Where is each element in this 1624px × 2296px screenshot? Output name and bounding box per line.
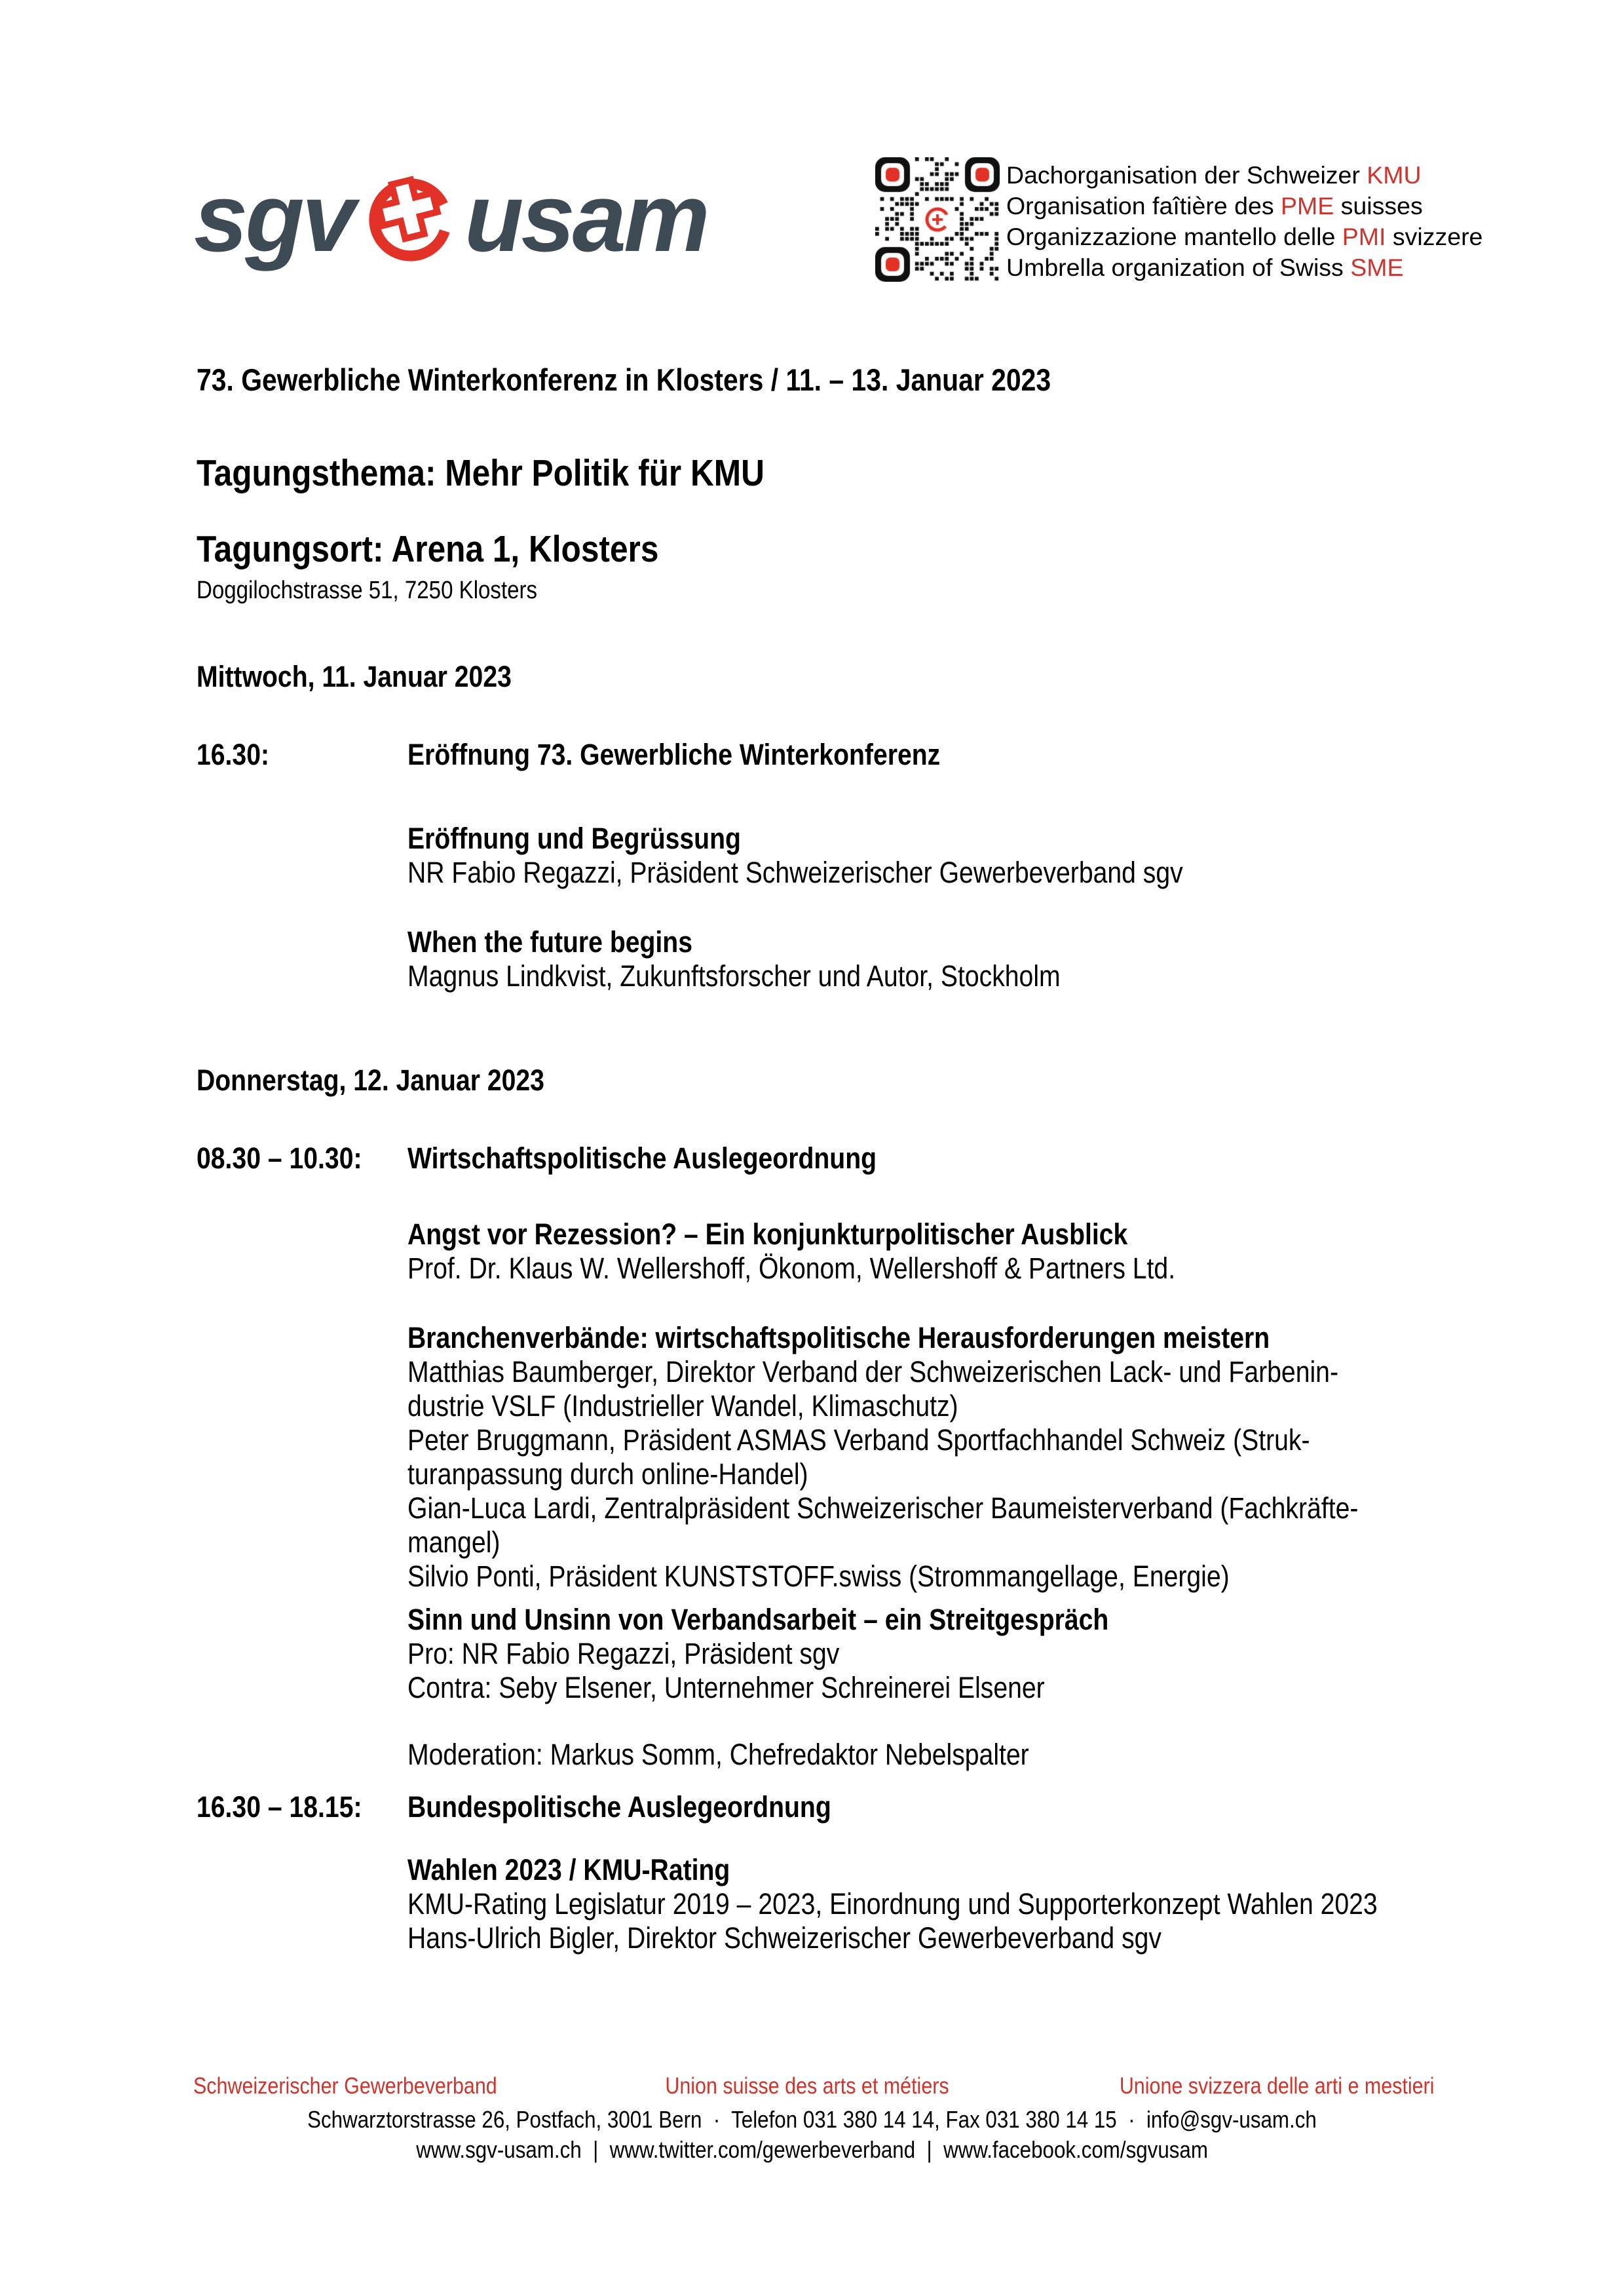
org-line-en bbox=[1006, 252, 1482, 283]
speaker-line: Prof. Dr. Klaus W. Wellershoff, Ökonom, Wellershoff & Partners Ltd. bbox=[407, 1252, 1176, 1285]
agenda-item bbox=[407, 1603, 1213, 1705]
agenda-item-title: Eröffnung und Begrüssung bbox=[407, 822, 741, 855]
agenda-item-title: Angst vor Rezession? – Ein konjunkturpolitischer Ausblick bbox=[407, 1217, 1128, 1251]
org-line-text: Dachorganisation der Schweizer bbox=[1006, 161, 1367, 189]
speaker-line: Gian-Luca Lardi, Zentralpräsident Schweizerischer Baumeisterverband (Fachkräfte- bbox=[407, 1491, 1359, 1525]
speaker-line: KMU-Rating Legislatur 2019 – 2023, Einordnung und Supporterkonzept Wahlen 2023 bbox=[407, 1887, 1378, 1921]
day1-session-row bbox=[197, 738, 1507, 772]
footer-address: Schwarztorstrasse 26, Postfach, 3001 Bern · Telefon 031 380 14 14, Fax 031 380 14 15 · info@sgv-usam.ch bbox=[307, 2106, 1317, 2133]
org-line-de bbox=[1006, 160, 1482, 191]
speaker-line: Silvio Ponti, Präsident KUNSTSTOFF.swiss (Strommangellage, Energie) bbox=[407, 1559, 1230, 1593]
day2-session2-row bbox=[197, 1790, 1507, 1824]
agenda-item-title: Sinn und Unsinn von Verbandsarbeit – ein Streitgespräch bbox=[407, 1603, 1109, 1636]
speaker-line: Peter Bruggmann, Präsident ASMAS Verband Sportfachhandel Schweiz (Struk- bbox=[407, 1423, 1310, 1457]
swiss-cross-emblem-icon bbox=[360, 169, 458, 267]
qr-code bbox=[875, 157, 1000, 282]
org-line-it: Organizzazione mantello delle PMI svizzere bbox=[1006, 223, 1483, 250]
agenda-item-title: When the future begins bbox=[407, 925, 692, 959]
footer-web-links: www.sgv-usam.ch | www.twitter.com/gewerbeverband | www.facebook.com/sgvusam bbox=[416, 2136, 1208, 2163]
org-line-fr: Organisation faîtière des PME suisses bbox=[1006, 192, 1423, 220]
org-line-accent: PME bbox=[1280, 192, 1334, 220]
speaker-line: NR Fabio Regazzi, Präsident Schweizerischer Gewerbeverband sgv bbox=[407, 856, 1183, 889]
day2-heading: Donnerstag, 12. Januar 2023 bbox=[197, 1063, 544, 1097]
session-title: Bundespolitische Auslegeordnung bbox=[407, 1790, 831, 1824]
speaker-line: mangel) bbox=[407, 1525, 500, 1559]
conference-venue: Tagungsort: Arena 1, Klosters bbox=[197, 528, 659, 570]
day2-session1-row bbox=[197, 1141, 1507, 1176]
agenda-item bbox=[407, 822, 1299, 890]
document-title: 73. Gewerbliche Winterkonferenz in Klosters / 11. – 13. Januar 2023 bbox=[197, 362, 1051, 397]
logo-text-usam: usam bbox=[464, 164, 708, 272]
debate-pro-line: Pro: NR Fabio Regazzi, Präsident sgv bbox=[407, 1637, 840, 1670]
agenda-item bbox=[407, 1321, 1500, 1594]
session-time: 16.30: bbox=[197, 738, 270, 771]
debate-contra-line: Contra: Seby Elsener, Unternehmer Schreinerei Elsener bbox=[407, 1671, 1045, 1704]
org-line-text: Organisation faîtière des bbox=[1006, 192, 1281, 220]
session-title: Wirtschaftspolitische Auslegeordnung bbox=[407, 1141, 877, 1175]
org-line-accent: PMI bbox=[1342, 223, 1386, 250]
org-line-accent: KMU bbox=[1367, 161, 1422, 189]
footer-org-it: Unione svizzera delle arti e mestieri bbox=[1119, 2073, 1434, 2099]
footer-org-de: Schweizerischer Gewerbeverband bbox=[193, 2073, 497, 2099]
conference-theme: Tagungsthema: Mehr Politik für KMU bbox=[197, 452, 765, 494]
agenda-item bbox=[407, 925, 1158, 993]
session-title: Eröffnung 73. Gewerbliche Winterkonferenz bbox=[407, 738, 941, 771]
agenda-item-title: Branchenverbände: wirtschaftspolitische Herausforderungen meistern bbox=[407, 1321, 1270, 1354]
speaker-line: Matthias Baumberger, Direktor Verband der Schweizerischen Lack- und Farbenin- bbox=[407, 1355, 1338, 1388]
org-descriptions bbox=[1006, 160, 1482, 283]
moderation-line: Moderation: Markus Somm, Chefredaktor Nebelspalter bbox=[407, 1738, 1029, 1771]
day1-heading: Mittwoch, 11. Januar 2023 bbox=[197, 660, 512, 693]
speaker-line: turanpassung durch online-Handel) bbox=[407, 1457, 808, 1491]
footer-organisations bbox=[193, 2073, 1434, 2099]
org-line-accent: SME bbox=[1350, 254, 1404, 281]
agenda-item bbox=[407, 1853, 1522, 1955]
venue-address: Doggilochstrasse 51, 7250 Klosters bbox=[197, 577, 538, 604]
footer-org-fr: Union suisse des arts et métiers bbox=[665, 2073, 949, 2099]
org-line-text: Umbrella organization of Swiss bbox=[1006, 254, 1351, 281]
session-time: 16.30 – 18.15: bbox=[197, 1790, 362, 1824]
speaker-line: dustrie VSLF (Industrieller Wandel, Klimaschutz) bbox=[407, 1389, 958, 1423]
org-line-text: Organizzazione mantello delle bbox=[1006, 223, 1342, 250]
session-time: 08.30 – 10.30: bbox=[197, 1141, 362, 1175]
sgv-usam-logo bbox=[194, 163, 708, 274]
agenda-item-title: Wahlen 2023 / KMU-Rating bbox=[407, 1853, 730, 1886]
logo-text-sgv: sgv bbox=[194, 164, 354, 272]
speaker-line: Hans-Ulrich Bigler, Direktor Schweizerischer Gewerbeverband sgv bbox=[407, 1921, 1162, 1955]
speaker-line: Magnus Lindkvist, Zukunftsforscher und Autor, Stockholm bbox=[407, 959, 1061, 993]
agenda-item bbox=[407, 1217, 1290, 1286]
